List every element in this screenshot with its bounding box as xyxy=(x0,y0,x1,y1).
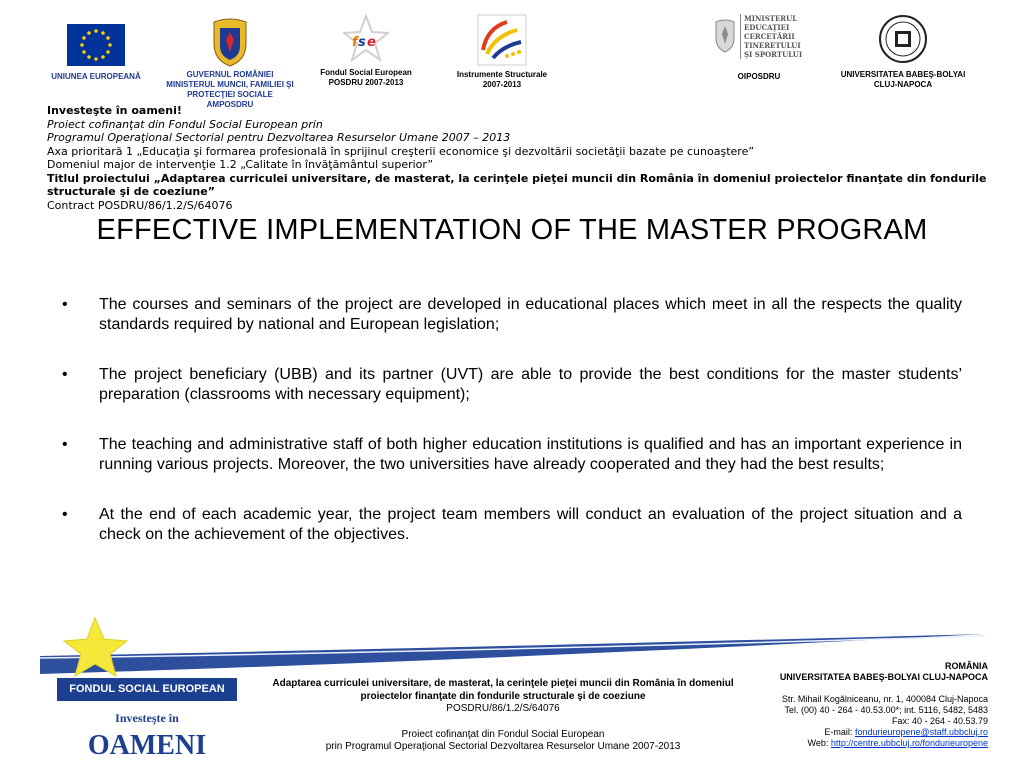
fse-star-icon xyxy=(343,14,389,64)
footer-email-label: E-mail: xyxy=(824,727,855,737)
logo-instrumente xyxy=(440,14,564,90)
footer-web-label: Web: xyxy=(807,738,831,748)
footer-oameni-text: OAMENI xyxy=(87,730,207,761)
logo-fse-caption: Fondul Social European POSDRU 2007-2013 xyxy=(320,68,412,87)
header-program: Programul Operaţional Sectorial pentru Dezvoltarea Resurselor Umane 2007 – 2013 xyxy=(47,131,511,144)
footer-university: UNIVERSITATEA BABEŞ-BOLYAI CLUJ-NAPOCA xyxy=(779,672,988,682)
bullet-marker: • xyxy=(62,506,68,523)
footer-email-link[interactable]: fondurieuropene@staff.ubbcluj.ro xyxy=(854,727,988,737)
logo-eu-caption: UNIUNEA EUROPEANĂ xyxy=(51,72,141,81)
project-header xyxy=(47,104,987,212)
svg-text:s: s xyxy=(358,35,366,50)
footer-country: ROMÂNIA xyxy=(945,661,988,671)
footer-web-row xyxy=(688,738,988,749)
footer-cofinanced: Proiect cofinanţat din Fondul Social European xyxy=(401,728,605,740)
footer-contract-code: POSDRU/86/1.2/S/64076 xyxy=(446,703,560,714)
footer-project-title: Adaptarea curriculei universitare, de masterat, la cerinţele pieţei muncii din România în domeniul proiectelor finanţate din fondurile structurale şi de coeziune xyxy=(272,678,734,702)
bullet-item xyxy=(62,365,962,405)
ministry-logo-text: MINISTERUL EDUCAŢIEI CERCETĂRII TINERETULUI ŞI SPORTULUI xyxy=(740,14,804,59)
footer-phone: Tel. (00) 40 - 264 - 40.53.00*; int. 5116, 5482, 5483 xyxy=(784,705,988,715)
ministry-crest-icon xyxy=(714,18,736,54)
bullet-text: The project beneficiary (UBB) and its partner (UVT) are able to provide the best conditions for the master students’ preparation (classrooms with necessary equipment); xyxy=(99,366,962,403)
footer-web-link[interactable]: http://centre.ubbcluj.ro/fondurieuropene xyxy=(830,738,988,748)
header-contract: Contract POSDRU/86/1.2/S/64076 xyxy=(47,198,233,212)
footer-invest-text: Investeşte în xyxy=(115,711,179,725)
header-cofinanced: Proiect cofinanţat din Fondul Social European prin xyxy=(47,117,323,131)
logo-instrumente-caption: Instrumente Structurale 2007-2013 xyxy=(456,70,548,89)
bullet-marker: • xyxy=(62,366,68,383)
bullet-text: The teaching and administrative staff of both higher education institutions is qualified and has an important experience in running various projects. Moreover, the two universities have already cooperated and they had the best results; xyxy=(99,436,962,473)
svg-text:e: e xyxy=(367,35,376,50)
bullet-item xyxy=(62,505,962,545)
logo-ministry-caption: OIPOSDRU xyxy=(737,72,781,81)
logo-government xyxy=(155,16,305,110)
footer-center-info xyxy=(268,678,738,754)
header-slogan: Investeşte în oameni! xyxy=(47,104,182,117)
logo-eu xyxy=(35,20,157,82)
bullet-list xyxy=(62,295,962,575)
page-title: EFFECTIVE IMPLEMENTATION OF THE MASTER PROGRAM xyxy=(96,214,928,246)
instrumente-structurale-icon xyxy=(477,14,527,66)
svg-text:f: f xyxy=(352,35,358,50)
bullet-item xyxy=(62,435,962,475)
romania-crest-icon xyxy=(210,16,250,68)
logo-government-caption: GUVERNUL ROMÂNIEI MINISTERUL MUNCII, FAMILIEI ŞI PROTECŢIEI SOCIALE AMPOSDRU xyxy=(166,70,294,109)
logo-ubb xyxy=(830,14,976,90)
header-domain: Domeniul major de intervenţie 1.2 „Calitate în învăţământul superior” xyxy=(47,158,434,171)
logo-ubb-caption: UNIVERSITATEA BABEŞ-BOLYAI CLUJ-NAPOCA xyxy=(840,70,966,89)
bullet-item xyxy=(62,295,962,335)
footer-fse-box: FONDUL SOCIAL EUROPEAN xyxy=(57,678,237,701)
header-axis: Axa prioritară 1 „Educaţia şi formarea profesională în sprijinul creşterii economice şi dezvoltării societăţii bazate pe cunoaştere” xyxy=(47,144,755,158)
footer-address: Str. Mihail Kogălniceanu, nr. 1, 400084 Cluj-Napoca xyxy=(781,694,988,704)
footer-program: prin Programul Operaţional Sectorial Dezvoltarea Resurselor Umane 2007-2013 xyxy=(325,741,681,752)
bullet-marker: • xyxy=(62,296,68,313)
header-project-title: Titlul proiectului „Adaptarea curriculei universitare, de masterat, la cerinţele pieţei muncii din România în domeniul proiectelor finanţate din fondurile structurale şi de coeziune” xyxy=(47,171,987,198)
footer-contact xyxy=(688,661,988,749)
logo-fse xyxy=(310,14,422,88)
eu-flag-icon xyxy=(67,24,125,66)
footer-fax: Fax: 40 - 264 - 40.53.79 xyxy=(891,716,988,726)
logo-ministry xyxy=(712,14,806,82)
bullet-text: The courses and seminars of the project are developed in educational places which meet in all the respects the quality standards required by national and European legislation; xyxy=(99,296,962,333)
footer-email-row xyxy=(688,727,988,738)
bullet-marker: • xyxy=(62,436,68,453)
ubb-seal-icon xyxy=(878,14,928,64)
bullet-text: At the end of each academic year, the project team members will conduct an evaluation of the project situation and a check on the achievement of the objectives. xyxy=(99,506,962,543)
